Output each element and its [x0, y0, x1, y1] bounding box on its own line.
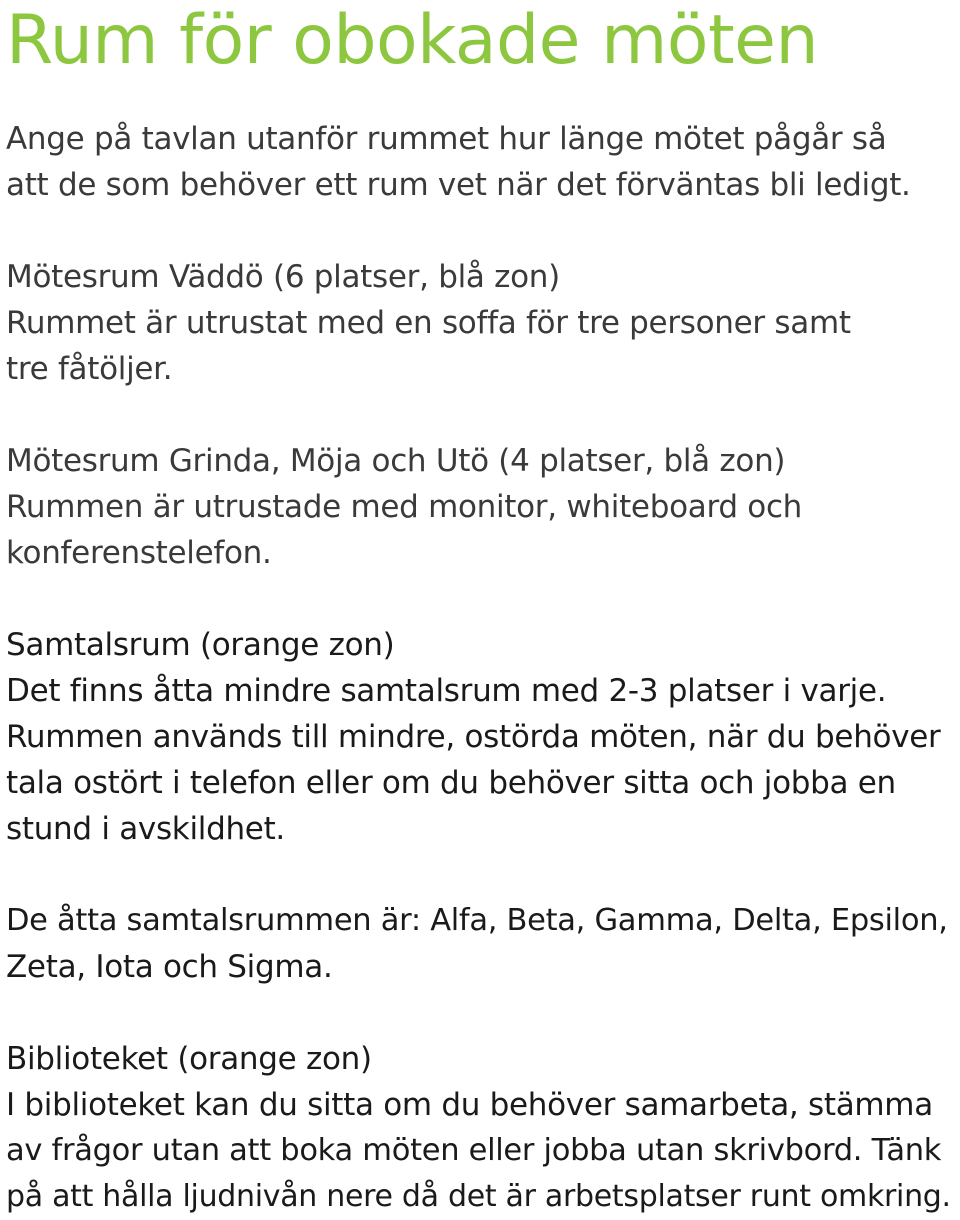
- section-grinda: [6, 438, 954, 576]
- bibliotek-heading-line: [6, 1036, 954, 1082]
- vaddo-line-2: tre fåtöljer.: [6, 351, 173, 387]
- vaddo-heading: Mötesrum Väddö: [6, 259, 264, 295]
- samtal-heading-line: [6, 622, 954, 668]
- rooms-line-2: Zeta, Iota och Sigma.: [6, 949, 333, 985]
- grinda-line-2: konferenstelefon.: [6, 535, 272, 571]
- samtal-line-3: tala ostört i telefon eller om du behöver sitta och jobba en: [6, 765, 896, 801]
- section-biblioteket: [6, 1036, 954, 1220]
- bibliotek-line-1: I biblioteket kan du sitta om du behöver samarbeta, stämma: [6, 1087, 933, 1123]
- bibliotek-heading: Biblioteket: [6, 1041, 168, 1077]
- intro-paragraph: [6, 116, 954, 208]
- samtal-line-1: Det finns åtta mindre samtalsrum med 2-3 platser i varje.: [6, 673, 887, 709]
- page-title: Rum för obokade möten: [6, 1, 819, 80]
- vaddo-line-1: Rummet är utrustat med en soffa för tre personer samt: [6, 305, 851, 341]
- section-vaddo: [6, 254, 954, 392]
- vaddo-heading-line: [6, 254, 954, 300]
- grinda-note: (4 platser, blå zon): [488, 443, 786, 479]
- bibliotek-note: (orange zon): [167, 1041, 372, 1077]
- intro-line-1: Ange på tavlan utanför rummet hur länge mötet pågår så: [6, 121, 887, 157]
- section-samtalsrum: [6, 622, 954, 852]
- samtal-heading: Samtalsrum: [6, 627, 191, 663]
- vaddo-note: (6 platser, blå zon): [263, 259, 560, 295]
- grinda-heading-line: [6, 438, 954, 484]
- samtal-line-2: Rummen används till mindre, ostörda möten, när du behöver: [6, 719, 941, 755]
- rooms-line-1: De åtta samtalsrummen är: Alfa, Beta, Gamma, Delta, Epsilon,: [6, 903, 948, 938]
- samtal-note: (orange zon): [190, 627, 395, 663]
- section-room-list: [6, 898, 954, 990]
- grinda-line-1: Rummen är utrustade med monitor, whiteboard och: [6, 489, 803, 525]
- intro-line-2: att de som behöver ett rum vet när det förväntas bli ledigt.: [6, 167, 911, 203]
- samtal-line-4: stund i avskildhet.: [6, 811, 285, 847]
- grinda-heading: Mötesrum Grinda, Möja och Utö: [6, 443, 489, 479]
- bibliotek-line-3: på att hålla ljudnivån nere då det är arbetsplatser runt omkring.: [6, 1179, 951, 1214]
- bibliotek-line-2: av frågor utan att boka möten eller jobba utan skrivbord. Tänk: [6, 1133, 942, 1168]
